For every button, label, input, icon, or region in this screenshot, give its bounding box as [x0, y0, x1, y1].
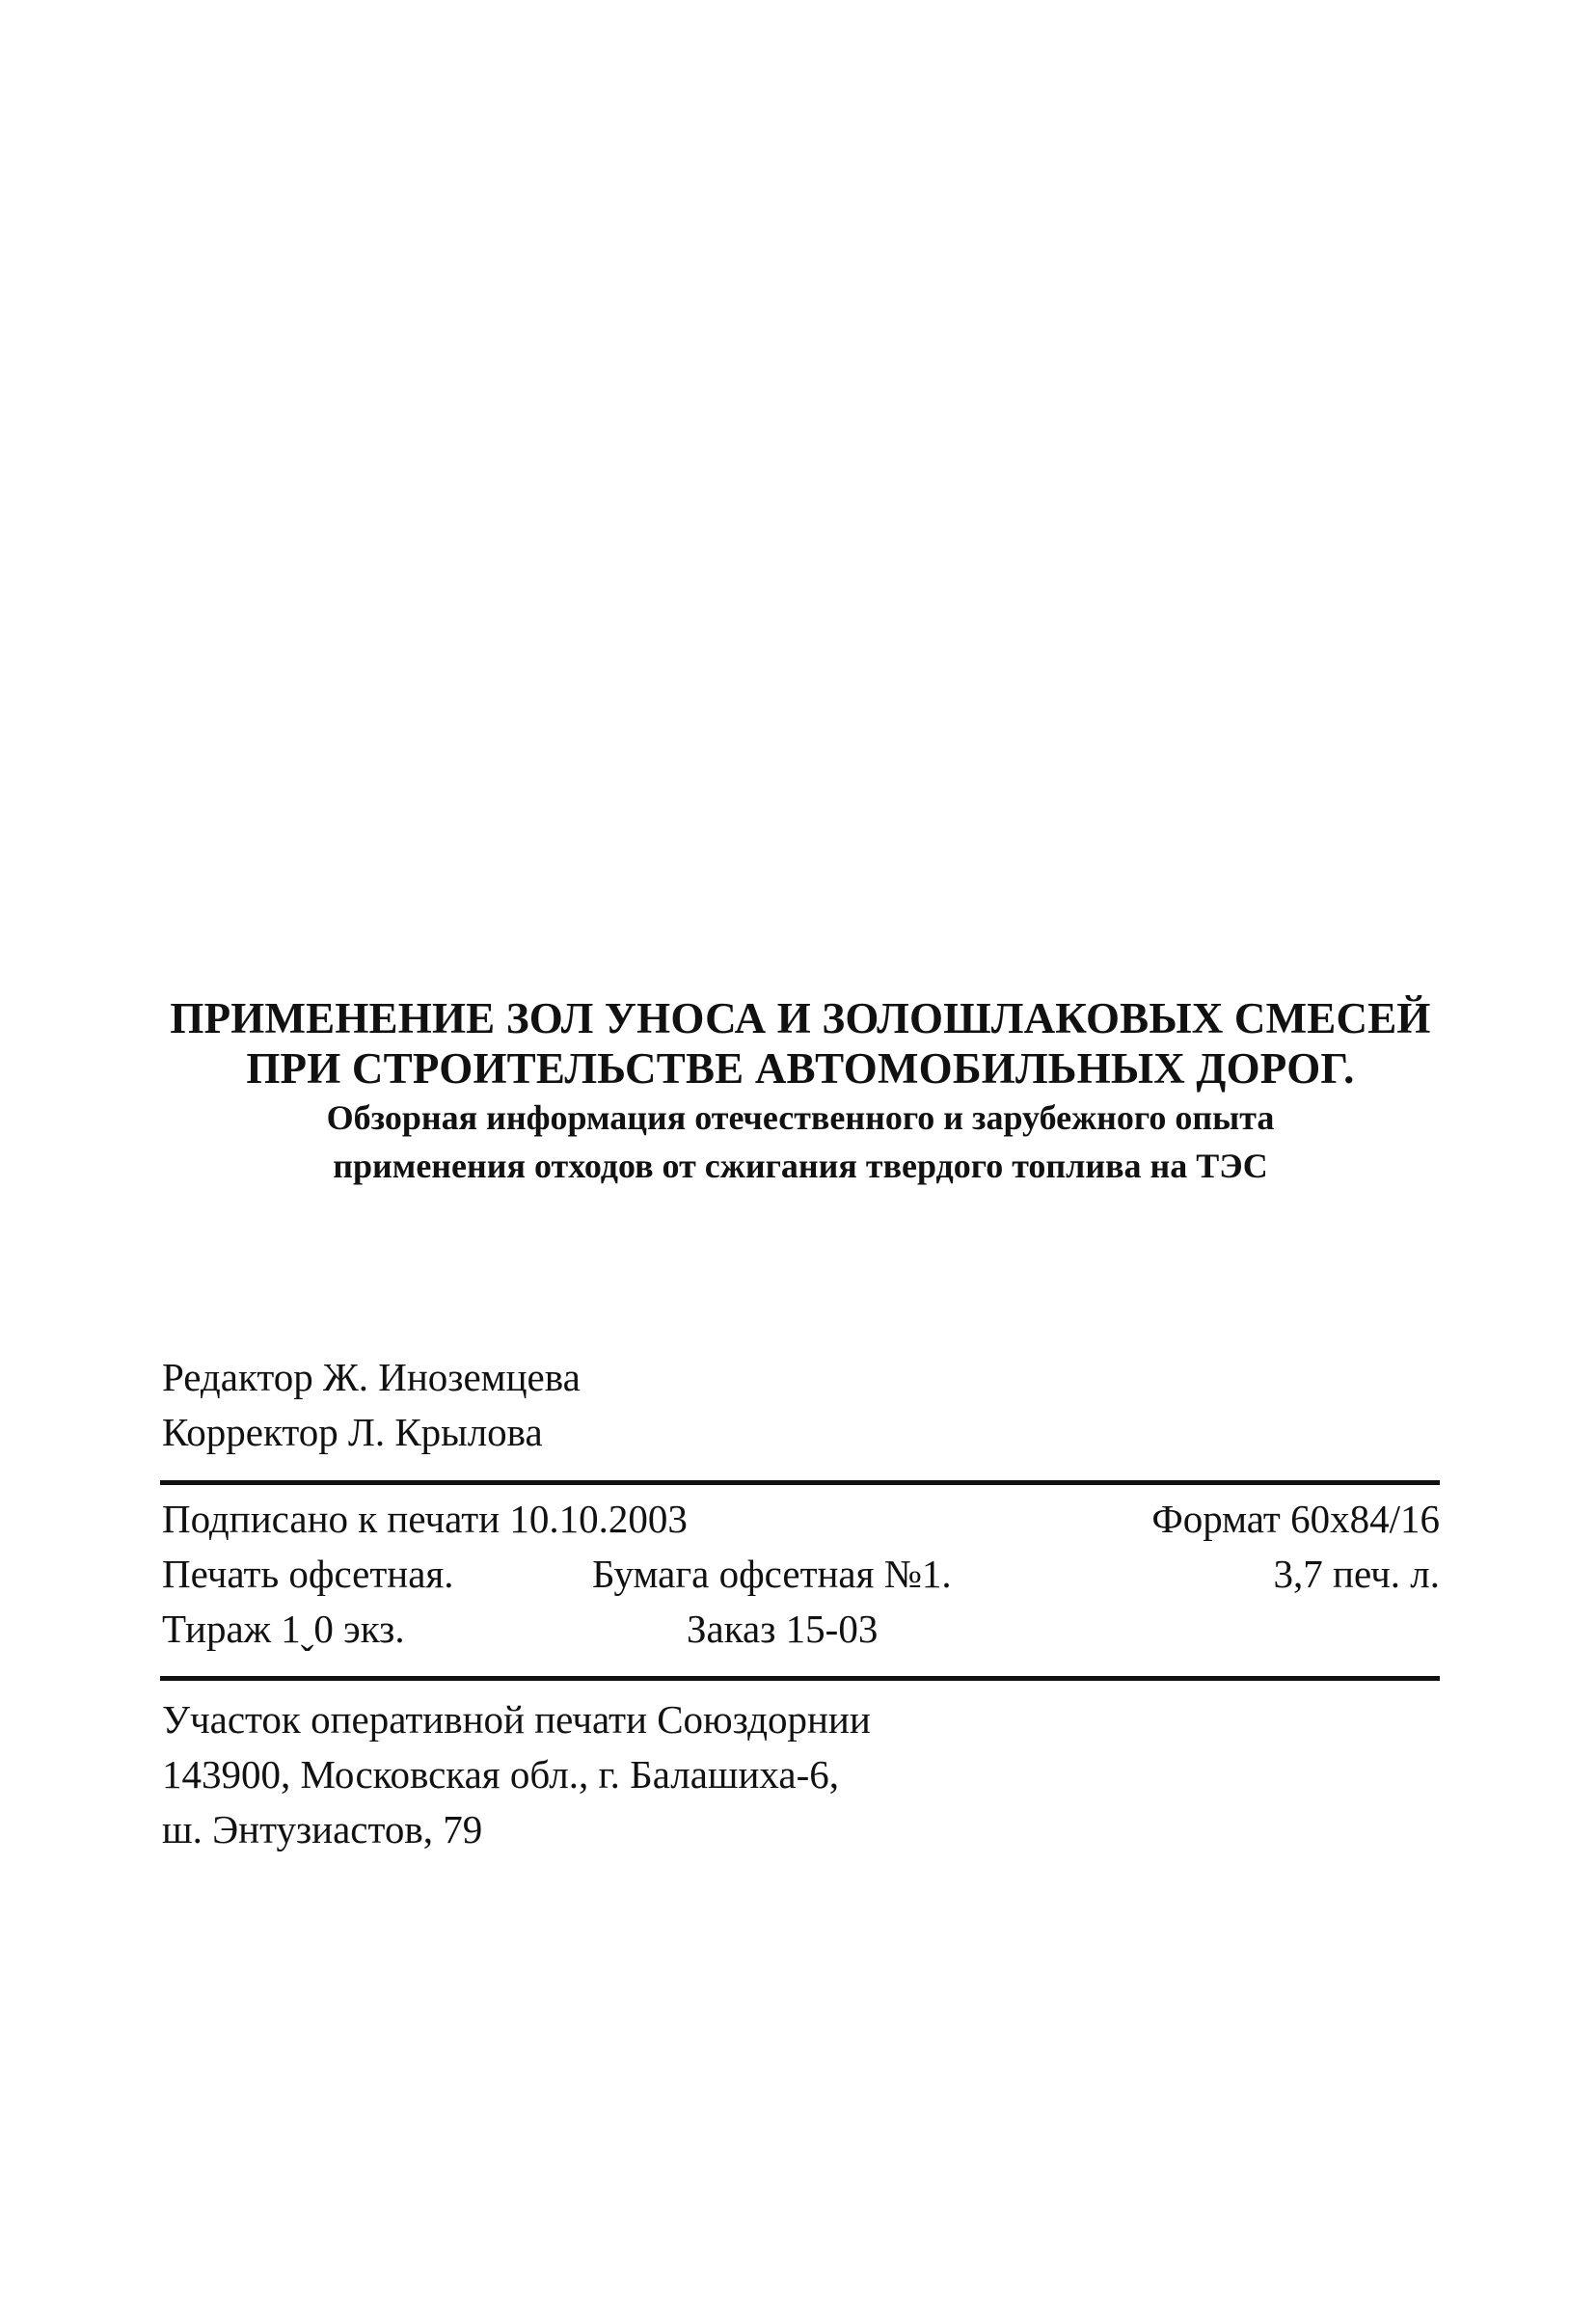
- title-line-1: ПРИМЕНЕНИЕ ЗОЛ УНОСА И ЗОЛОШЛАКОВЫХ СМЕСЕЙ: [170, 994, 1431, 1042]
- printer-info: [162, 1692, 871, 1857]
- printer-address: 143900, Московская обл., г. Балашиха-6,: [162, 1752, 839, 1797]
- title-block: [154, 993, 1447, 1190]
- imprint-row-1: [162, 1492, 1440, 1547]
- subtitle-line-1: Обзорная информация отечественного и зарубежного опыта: [326, 1098, 1275, 1137]
- printed-sheets: 3,7 печ. л.: [1273, 1552, 1440, 1596]
- editor-credit: Редактор Ж. Иноземцева: [162, 1355, 581, 1399]
- printer-name: Участок оперативной печати Союздорнии: [162, 1697, 871, 1742]
- imprint-row-2: [162, 1547, 1440, 1602]
- paper-type: Бумага офсетная №1.: [592, 1552, 952, 1596]
- imprint-block: [162, 1492, 1440, 1657]
- order-number: Заказ 15-03: [687, 1607, 879, 1651]
- paper-format: Формат 60x84/16: [1151, 1497, 1440, 1541]
- imprint-row-3: [162, 1602, 1440, 1657]
- title-line-2: ПРИ СТРОИТЕЛЬСТВЕ АВТОМОБИЛЬНЫХ ДОРОГ.: [246, 1044, 1355, 1093]
- corrector-credit: Корректор Л. Крылова: [162, 1410, 543, 1454]
- divider-top: [160, 1480, 1440, 1485]
- divider-bottom: [160, 1676, 1440, 1681]
- staff-credits: [162, 1350, 581, 1460]
- circulation: Тираж 1ˬ0 экз.: [162, 1607, 405, 1651]
- printer-street: ш. Энтузиастов, 79: [162, 1807, 483, 1851]
- signed-for-print: Подписано к печати 10.10.2003: [162, 1497, 688, 1541]
- print-type: Печать офсетная.: [162, 1552, 454, 1596]
- subtitle-line-2: применения отходов от сжигания твердого топлива на ТЭС: [333, 1147, 1268, 1185]
